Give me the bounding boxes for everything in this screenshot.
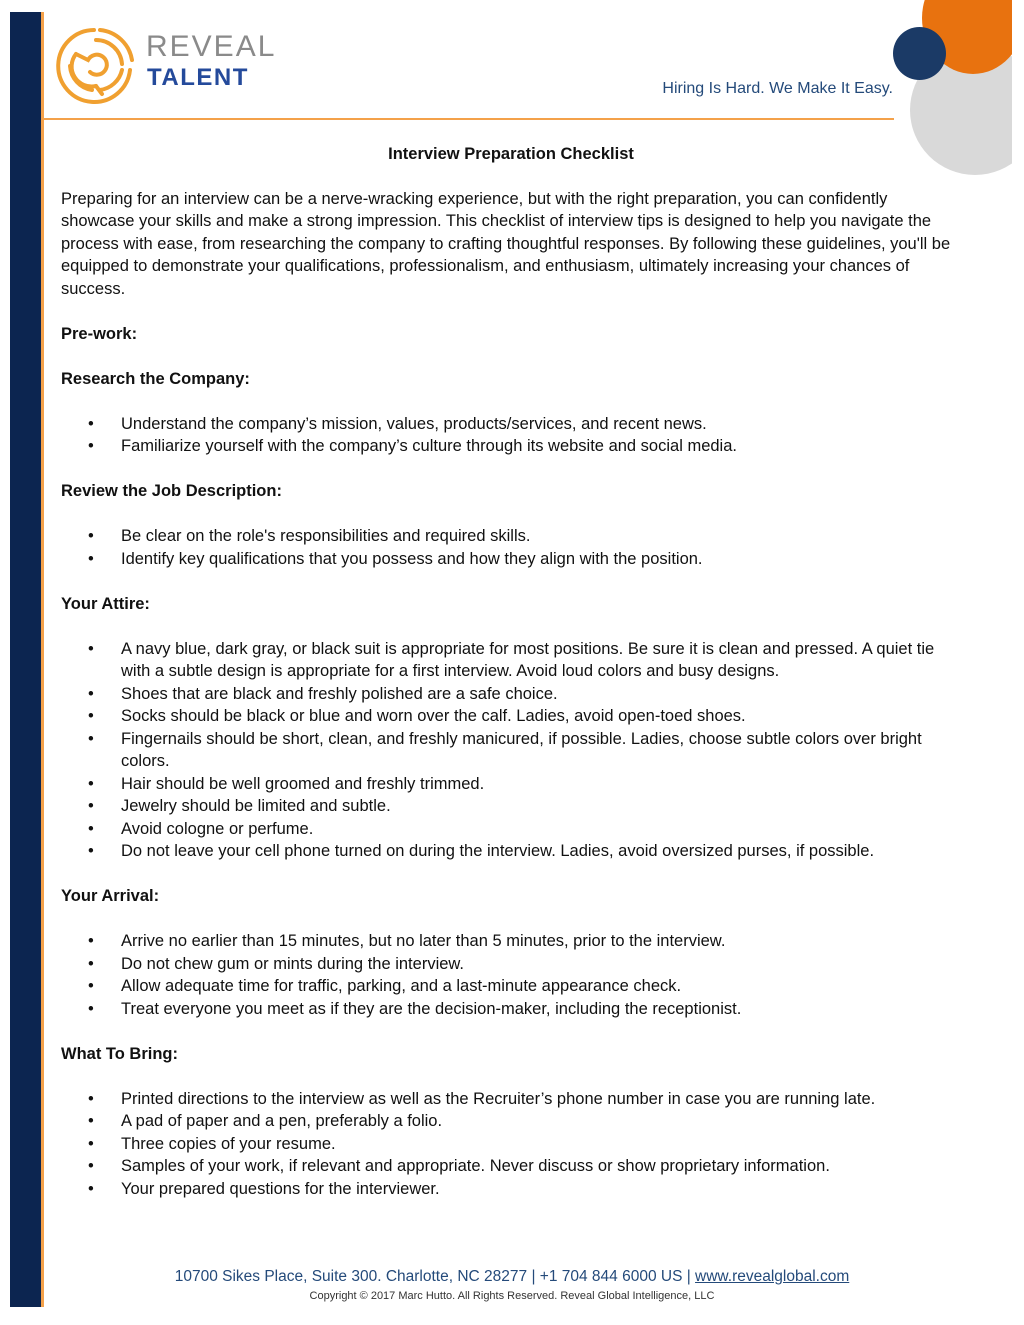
list-item xyxy=(61,525,961,548)
bullet-icon: • xyxy=(88,932,94,950)
navy-circle-decoration xyxy=(893,27,946,80)
list-item-text: Jewelry should be limited and subtle. xyxy=(121,797,391,815)
list-item xyxy=(61,435,961,458)
list-item xyxy=(61,998,961,1021)
bullet-icon: • xyxy=(88,1157,94,1175)
list-item xyxy=(61,1155,961,1178)
tagline: Hiring Is Hard. We Make It Easy. xyxy=(662,80,893,97)
bullet-icon: • xyxy=(88,1089,94,1108)
bullet-icon: • xyxy=(88,549,94,568)
bullet-list xyxy=(61,525,961,570)
list-item xyxy=(61,795,961,818)
list-item xyxy=(61,638,961,683)
list-item-text: Understand the company’s mission, values, products/services, and recent news. xyxy=(121,414,707,433)
list-item-text: Three copies of your resume. xyxy=(121,1134,336,1153)
list-item-text: A pad of paper and a pen, preferably a folio. xyxy=(121,1112,443,1130)
bullet-icon: • xyxy=(88,729,94,748)
document-title: Interview Preparation Checklist xyxy=(388,145,634,163)
bullet-icon: • xyxy=(88,819,94,838)
list-item xyxy=(61,1110,961,1133)
list-item xyxy=(61,773,961,796)
bullet-list xyxy=(61,638,961,863)
list-item xyxy=(61,1088,961,1111)
footer-copyright: Copyright © 2017 Marc Hutto. All Rights Reserved. Reveal Global Intelligence, LLC xyxy=(309,1290,715,1302)
list-item xyxy=(61,683,961,706)
left-navy-sidebar-bar xyxy=(10,12,41,1307)
list-item-text: Treat everyone you meet as if they are the decision-maker, including the receptionist. xyxy=(121,999,742,1018)
list-item xyxy=(61,413,961,436)
website-link[interactable]: www.revealglobal.com xyxy=(695,1268,850,1285)
list-item-text: Arrive no earlier than 15 minutes, but no later than 5 minutes, prior to the interview. xyxy=(121,932,726,950)
bullet-icon: • xyxy=(88,639,94,658)
list-item xyxy=(61,930,961,953)
bullet-icon: • xyxy=(88,774,94,793)
bullet-icon: • xyxy=(88,1179,94,1198)
section-heading: Your Arrival: xyxy=(61,887,160,905)
bullet-icon: • xyxy=(88,1134,94,1153)
list-item-text: Shoes that are black and freshly polished are a safe choice. xyxy=(121,684,558,703)
footer-address: 10700 Sikes Place, Suite 300. Charlotte, NC 28277 | +1 704 844 6000 US | xyxy=(174,1268,696,1285)
list-item xyxy=(61,1178,961,1201)
list-item xyxy=(61,1133,961,1156)
list-item-text: Familiarize yourself with the company’s culture through its website and social media. xyxy=(121,437,737,455)
section-heading: Review the Job Description: xyxy=(61,482,282,500)
list-item-text: Be clear on the role's responsibilities and required skills. xyxy=(121,527,531,545)
logo-text-talent: TALENT xyxy=(147,64,249,91)
list-item-text: A navy blue, dark gray, or black suit is appropriate for most positions. Be sure it is clean and pressed. A quiet tie with a subtle design is appropriate for a first interview. Avoid loud colors and busy designs. xyxy=(121,639,935,680)
bullet-icon: • xyxy=(88,954,94,973)
bullet-icon: • xyxy=(88,437,94,455)
bullet-icon: • xyxy=(88,527,94,545)
list-item xyxy=(61,975,961,998)
list-item xyxy=(61,548,961,571)
logo-text-reveal: REVEAL xyxy=(146,30,277,63)
list-item-text: Printed directions to the interview as well as the Recruiter’s phone number in case you are running late. xyxy=(121,1089,876,1108)
bullet-icon: • xyxy=(88,414,94,433)
bullet-icon: • xyxy=(88,797,94,815)
list-item-text: Do not chew gum or mints during the interview. xyxy=(121,954,464,973)
section-heading: What To Bring: xyxy=(61,1044,178,1063)
list-item xyxy=(61,953,961,976)
document-body xyxy=(61,143,961,1223)
list-item-text: Socks should be black or blue and worn over the calf. Ladies, avoid open-toed shoes. xyxy=(121,707,746,725)
bullet-icon: • xyxy=(88,842,94,860)
list-item-text: Avoid cologne or perfume. xyxy=(121,819,314,838)
header-divider xyxy=(44,118,894,120)
list-item-text: Your prepared questions for the interviewer. xyxy=(121,1179,440,1198)
list-item xyxy=(61,705,961,728)
bullet-icon: • xyxy=(88,999,94,1018)
bullet-icon: • xyxy=(88,977,94,995)
reveal-talent-logo xyxy=(56,26,286,106)
bullet-icon: • xyxy=(88,1112,94,1130)
list-item-text: Allow adequate time for traffic, parking, and a last-minute appearance check. xyxy=(121,977,682,995)
list-item-text: Identify key qualifications that you possess and how they align with the position. xyxy=(121,549,703,568)
list-item-text: Samples of your work, if relevant and appropriate. Never discuss or show proprietary information. xyxy=(121,1157,830,1175)
maze-circle-icon xyxy=(56,26,136,106)
section-heading: Research the Company: xyxy=(61,369,250,388)
bullet-list xyxy=(61,930,961,1020)
bullet-icon: • xyxy=(88,684,94,703)
checklist-sections xyxy=(61,368,961,1201)
intro-paragraph: Preparing for an interview can be a nerve-wracking experience, but with the right preparation, you can confidently showcase your skills and make a strong impression. This checklist of interview tips is designed to help you navigate the process with ease, from researching the company to crafting thoughtful responses. By following these guidelines, you'll be equipped to demonstrate your qualifications, professionalism, and enthusiasm, ultimately increasing your chances of success. xyxy=(61,189,951,298)
prework-heading: Pre-work: xyxy=(61,324,138,343)
section-heading: Your Attire: xyxy=(61,594,150,613)
list-item-text: Fingernails should be short, clean, and freshly manicured, if possible. Ladies, choose subtle colors over bright colors. xyxy=(121,729,922,770)
bullet-list xyxy=(61,1088,961,1201)
bullet-icon: • xyxy=(88,707,94,725)
list-item xyxy=(61,840,961,863)
left-orange-accent-strip xyxy=(41,12,44,1307)
bullet-list xyxy=(61,413,961,458)
list-item-text: Hair should be well groomed and freshly trimmed. xyxy=(121,774,485,793)
list-item xyxy=(61,728,961,773)
list-item xyxy=(61,818,961,841)
list-item-text: Do not leave your cell phone turned on during the interview. Ladies, avoid oversized purses, if possible. xyxy=(121,842,875,860)
footer-address-line xyxy=(0,1268,1024,1286)
